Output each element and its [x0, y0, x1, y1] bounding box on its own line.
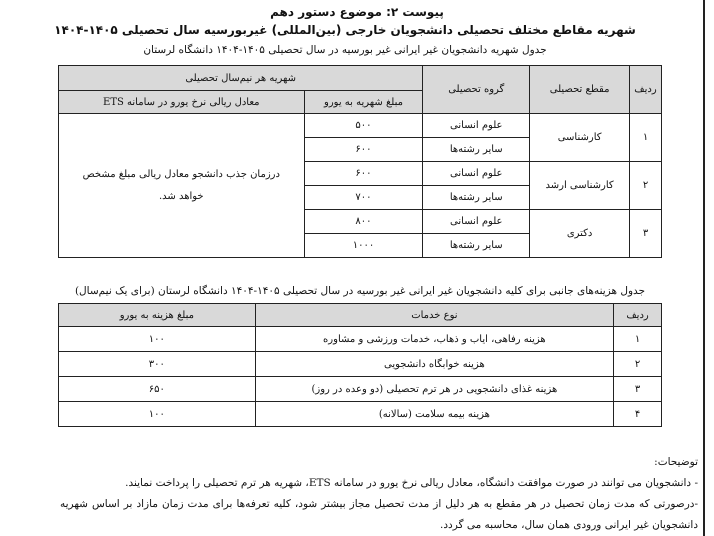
note-item: - دانشجویان می توانند در صورت موافقت دانشگاه، معادل ریالی نرخ یورو در سامانه ETS، شهریه هر ترم تحصیلی را پرداخت نمایند.: [125, 477, 698, 489]
header-row-number: ردیف: [630, 66, 662, 114]
header-rial-equivalent: معادل ریالی نرخ یورو در سامانه ETS: [59, 91, 305, 114]
tuition-table: [58, 65, 662, 258]
header-tuition-semester: شهریه هر نیم‌سال تحصیلی: [59, 66, 423, 91]
header-euro-amount: مبلغ شهریه به یورو: [304, 91, 423, 114]
row-number: ۳: [614, 377, 662, 402]
side-costs-table: [58, 303, 662, 427]
euro-cell: ۸۰۰: [304, 210, 423, 234]
table2-caption: جدول هزینه‌های جانبی برای کلیه دانشجویان غیر ایرانی غیر بورسیه در سال تحصیلی ۱۴۰۵-۱۴۰۴ دانشگاه لرستان (برای یک نیم‌سال): [74, 285, 646, 297]
euro-cell: ۶۰۰: [304, 138, 423, 162]
level-cell: کارشناسی ارشد: [530, 162, 630, 210]
rial-note-cell: [59, 114, 305, 258]
group-cell: سایر رشته‌ها: [423, 186, 530, 210]
amount-cell: ۱۰۰: [59, 327, 256, 352]
group-cell: علوم انسانی: [423, 114, 530, 138]
row-number: ۳: [630, 210, 662, 258]
notes-title: توضیحات:: [654, 456, 698, 468]
service-cell: هزینه بیمه سلامت (سالانه): [255, 402, 613, 427]
table-row: [59, 352, 662, 377]
table-row: [59, 377, 662, 402]
group-cell: علوم انسانی: [423, 210, 530, 234]
group-cell: سایر رشته‌ها: [423, 234, 530, 258]
page-edge-line: [703, 0, 705, 536]
amount-cell: ۳۰۰: [59, 352, 256, 377]
group-cell: سایر رشته‌ها: [423, 138, 530, 162]
attachment-title: پیوست ۲: موضوع دستور دهم: [270, 5, 444, 19]
table-row: [59, 327, 662, 352]
service-cell: هزینه غذای دانشجویی در هر ترم تحصیلی (دو وعده در روز): [255, 377, 613, 402]
amount-cell: ۶۵۰: [59, 377, 256, 402]
amount-cell: ۱۰۰: [59, 402, 256, 427]
rial-note: درزمان جذب دانشجو معادل ریالی مبلغ مشخص خواهد شد.: [82, 168, 280, 202]
row-number: ۲: [630, 162, 662, 210]
row-number: ۱: [630, 114, 662, 162]
table-row: [59, 114, 662, 138]
group-cell: علوم انسانی: [423, 162, 530, 186]
euro-cell: ۷۰۰: [304, 186, 423, 210]
level-cell: دکتری: [530, 210, 630, 258]
header-row-number: ردیف: [614, 304, 662, 327]
header-service: نوع خدمات: [255, 304, 613, 327]
header-level: مقطع تحصیلی: [530, 66, 630, 114]
service-cell: هزینه خوابگاه دانشجویی: [255, 352, 613, 377]
row-number: ۴: [614, 402, 662, 427]
table1-caption: جدول شهریه دانشجویان غیر ایرانی غیر بورسیه در سال تحصیلی ۱۴۰۵-۱۴۰۴ دانشگاه لرستان: [143, 44, 547, 56]
level-cell: کارشناسی: [530, 114, 630, 162]
notes-section: [60, 452, 698, 536]
row-number: ۱: [614, 327, 662, 352]
table-row: [59, 402, 662, 427]
header-group: گروه تحصیلی: [423, 66, 530, 114]
note-item: -درصورتی که مدت زمان تحصیل در هر مقطع به هر دلیل از مدت تحصیل مجاز بیشتر شود، کلیه تعرفه‌ها برای مدت زمان مازاد بر اساس شهریه دانشجویان غیر ایرانی ورودی همان سال، محاسبه می گردد.: [60, 498, 698, 531]
euro-cell: ۵۰۰: [304, 114, 423, 138]
service-cell: هزینه رفاهی، ایاب و ذهاب، خدمات ورزشی و مشاوره: [255, 327, 613, 352]
euro-cell: ۶۰۰: [304, 162, 423, 186]
euro-cell: ۱۰۰۰: [304, 234, 423, 258]
header-amount: مبلغ هزینه به یورو: [59, 304, 256, 327]
document-title: شهریه مقاطع مختلف تحصیلی دانشجویان خارجی (بین‌المللی) غیربورسیه سال تحصیلی ۱۴۰۵-۱۴۰۴: [54, 23, 636, 37]
row-number: ۲: [614, 352, 662, 377]
